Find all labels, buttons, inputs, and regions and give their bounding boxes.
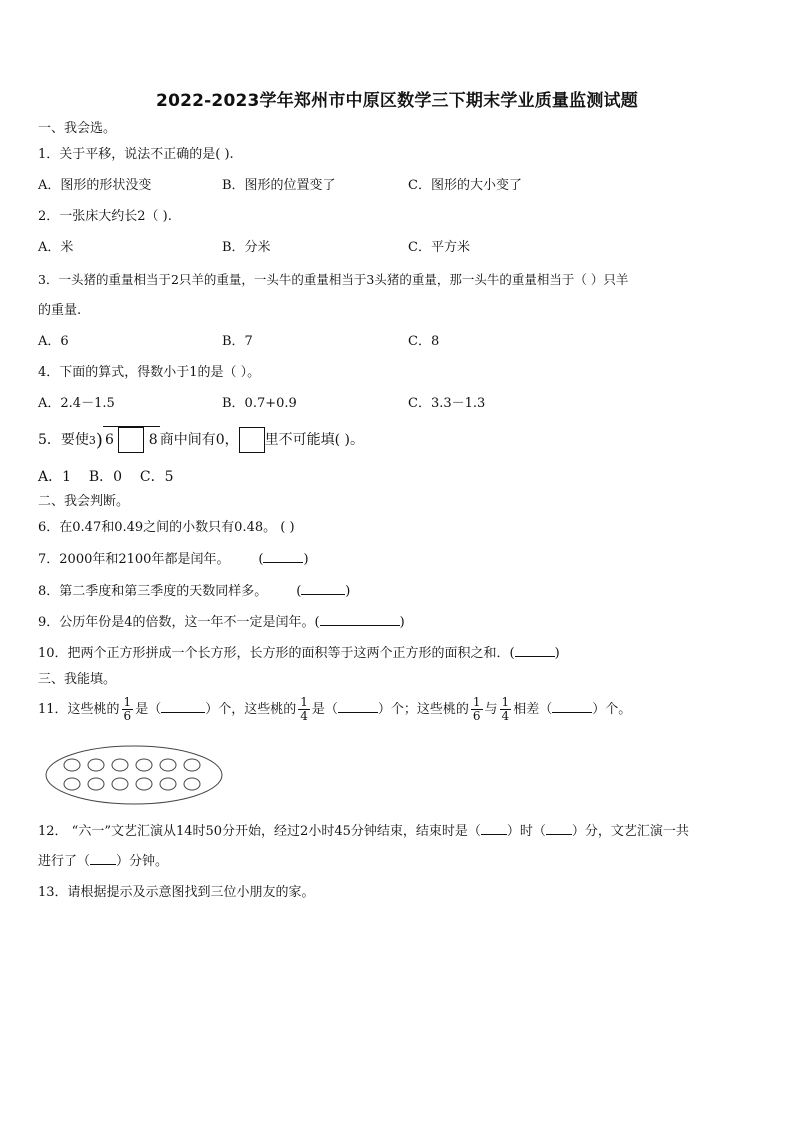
q5-dividend — [103, 426, 160, 453]
answer-blank[interactable] — [552, 700, 592, 713]
q5-digit-2: 8 — [148, 432, 158, 448]
q11-text: ）个；这些桃的 — [377, 702, 469, 717]
question-12-line1 — [38, 822, 689, 841]
section-heading: 三、我能填。 — [38, 672, 117, 687]
q11-text: 相差（ — [513, 702, 553, 717]
q12-text: ）时（ — [506, 824, 546, 839]
denominator: 4 — [501, 709, 510, 723]
q10-paren: ) — [554, 646, 560, 661]
answer-blank[interactable] — [301, 582, 345, 595]
numerator: 1 — [123, 695, 132, 709]
peach-illustration — [44, 743, 226, 807]
q3-option-c: C．8 — [408, 334, 440, 349]
q5-digit-box — [118, 427, 144, 453]
denominator: 6 — [123, 709, 132, 723]
question-13: 13．请根据提示及示意图找到三位小朋友的家。 — [38, 885, 315, 900]
q5-options — [38, 468, 173, 486]
q1-option-c: C．图形的大小变了 — [408, 178, 522, 193]
section-heading: 一、我会选。 — [38, 121, 117, 136]
q5-option-a: A．1 — [38, 469, 72, 485]
peach — [184, 759, 200, 771]
q5-option-c: C．5 — [139, 469, 174, 485]
peach — [136, 759, 152, 771]
q12-text: 进行了（ — [38, 854, 91, 869]
q11-text: 11．这些桃的 — [38, 702, 120, 717]
q5-box — [239, 427, 265, 453]
q5-digit-1: 6 — [104, 432, 114, 448]
numerator: 1 — [472, 695, 481, 709]
peach — [64, 778, 80, 790]
q4-option-c: C．3.3－1.3 — [408, 396, 486, 411]
question-7: 7．2000年和2100年都是闰年。 ( ) — [38, 552, 309, 567]
question-3-line1: 3．一头猪的重量相当于2只羊的重量，一头牛的重量相当于3头猪的重量，那一头牛的重量相当于（ ）只羊 — [38, 272, 629, 287]
q11-text: ）个。 — [592, 702, 632, 717]
q8-text: 8．第二季度和第三季度的天数同样多。 — [38, 584, 268, 599]
peach — [184, 778, 200, 790]
numerator: 1 — [300, 695, 308, 709]
q2-option-b: B．分米 — [222, 240, 271, 255]
question-9 — [38, 613, 405, 632]
peach — [88, 759, 104, 771]
peach — [88, 778, 104, 790]
peach — [112, 778, 128, 790]
q10-text: 10．把两个正方形拼成一个长方形，长方形的面积等于这两个正方形的面积之和．( — [38, 646, 515, 661]
question-12-line2 — [38, 852, 168, 871]
division-bracket: ) — [95, 430, 103, 451]
answer-blank[interactable] — [546, 822, 572, 835]
q11-text: 与 — [484, 702, 498, 717]
question-3-line2: 的重量. — [38, 303, 82, 318]
q2-option-a: A．米 — [38, 240, 74, 255]
q12-text: ）分钟。 — [116, 854, 169, 869]
q1-option-b: B．图形的位置变了 — [222, 178, 336, 193]
q5-option-b: B．0 — [88, 469, 123, 485]
answer-blank[interactable] — [515, 644, 555, 657]
peach — [136, 778, 152, 790]
answer-blank[interactable] — [481, 822, 507, 835]
answer-blank[interactable] — [338, 700, 378, 713]
q8-paren: ) — [345, 584, 351, 599]
q5-mid: 商中间有0， — [159, 432, 239, 448]
answer-blank[interactable] — [90, 852, 116, 865]
q4-option-b: B．0.7+0.9 — [222, 396, 297, 411]
peach-group — [64, 759, 200, 790]
peach — [160, 759, 176, 771]
peach-container — [46, 746, 222, 804]
answer-blank[interactable] — [263, 550, 303, 563]
q7-text: 7．2000年和2100年都是闰年。 — [38, 552, 230, 567]
q12-text: 12． “六一”文艺汇演从14时50分开始，经过2小时45分钟结束，结束时是（ — [38, 824, 481, 839]
q1-option-a: A．图形的形状没变 — [38, 178, 152, 193]
answer-blank[interactable] — [320, 613, 400, 626]
q12-text: ）分，文艺汇演一共 — [571, 824, 689, 839]
q11-text: 是（ — [135, 702, 162, 717]
q11-text: ）个，这些桃的 — [205, 702, 297, 717]
denominator: 4 — [300, 709, 308, 723]
fraction-one-fourth — [298, 696, 310, 723]
fraction-one-sixth — [471, 696, 483, 723]
page-title: 2022-2023学年郑州市中原区数学三下期末学业质量监测试题 — [156, 91, 638, 111]
q4-option-a: A．2.4－1.5 — [38, 396, 115, 411]
peach — [160, 778, 176, 790]
q9-text: 9．公历年份是4的倍数，这一年不一定是闰年。( — [38, 615, 320, 630]
question-1: 1．关于平移，说法不正确的是( ). — [38, 147, 234, 162]
question-10 — [38, 644, 560, 663]
q3-option-b: B．7 — [222, 334, 253, 349]
q2-option-c: C．平方米 — [408, 240, 470, 255]
answer-blank[interactable] — [161, 700, 205, 713]
peach — [64, 759, 80, 771]
q3-option-a: A．6 — [38, 334, 69, 349]
q7-paren: ) — [303, 552, 309, 567]
question-5 — [38, 426, 364, 454]
q5-divisor: 3 — [88, 434, 96, 447]
question-2: 2．一张床大约长2（ ). — [38, 209, 172, 224]
q5-post: 里不可能填( )。 — [264, 432, 364, 448]
peach — [112, 759, 128, 771]
question-4: 4．下面的算式，得数小于1的是（ ）。 — [38, 365, 261, 380]
section-heading: 二、我会判断。 — [38, 494, 130, 509]
fraction-one-fourth — [500, 696, 512, 723]
numerator: 1 — [501, 695, 510, 709]
question-8: 8．第二季度和第三季度的天数同样多。 ( ) — [38, 584, 351, 599]
q5-prefix: 5．要使 — [38, 432, 89, 448]
fraction-one-sixth — [122, 696, 134, 723]
q9-paren: ) — [399, 615, 405, 630]
denominator: 6 — [472, 709, 481, 723]
question-11 — [38, 693, 631, 727]
question-6: 6．在0.47和0.49之间的小数只有0.48。 ( ) — [38, 520, 295, 535]
q11-text: 是（ — [311, 702, 338, 717]
